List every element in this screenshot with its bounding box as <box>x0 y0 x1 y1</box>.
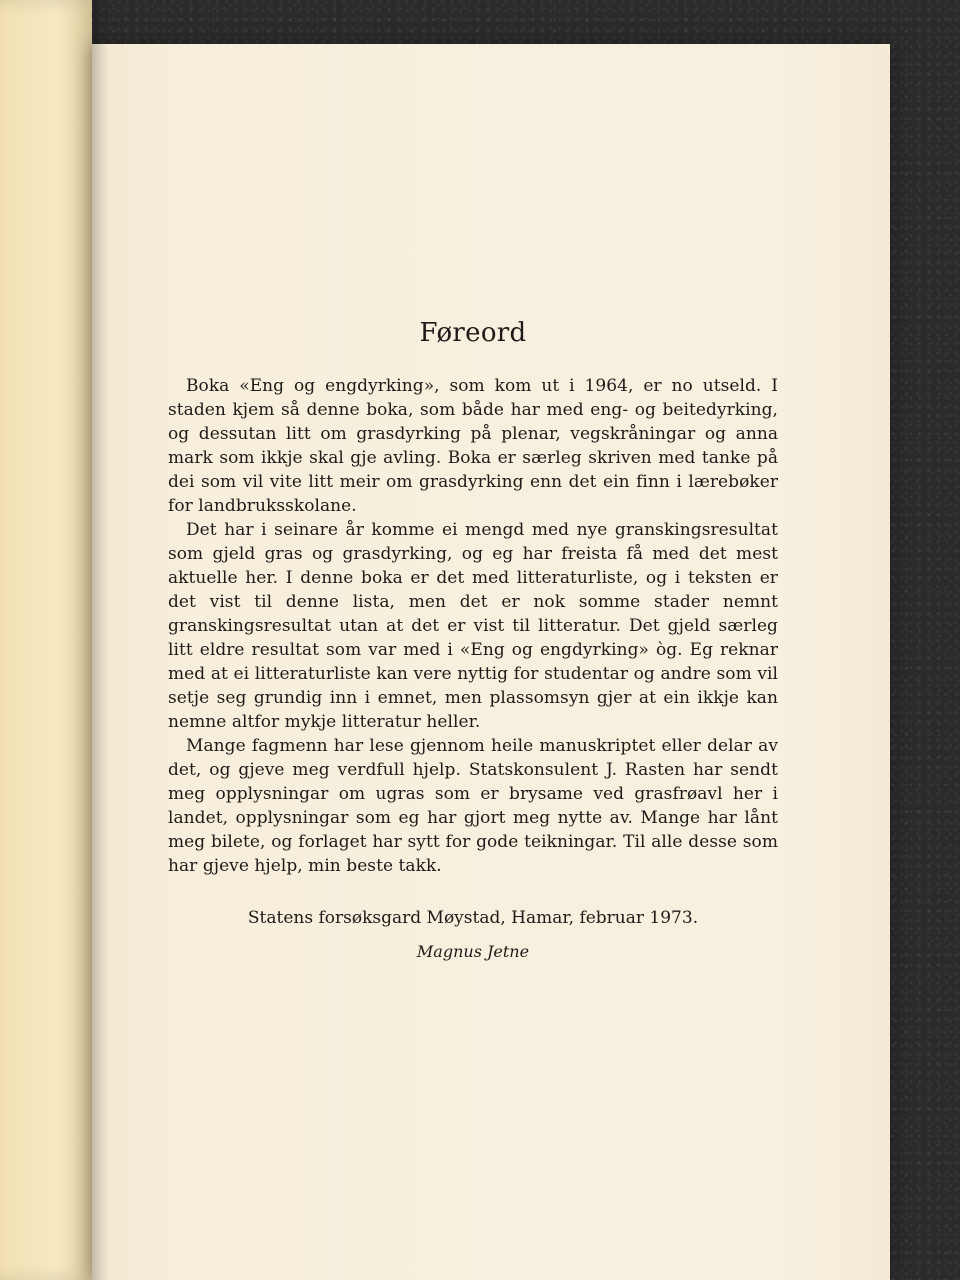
foreword-content <box>168 300 778 961</box>
paragraph-2: Det har i seinare år komme ei mengd med nye granskingsresultat som gjeld gras og grasdyrking, og eg har freista få med det mest aktuelle her. I denne boka er det med litteraturliste, og i teksten er det vist til denne lista, men det er nok somme stader nemnt granskingsresultat utan at det er vist til litteratur. Det gjeld særleg litt eldre resultat som var med i «Eng og engdyrking» òg. Eg reknar med at ei litteraturliste kan vere nyttig for studentar og andre som vil setje seg grundig inn i emnet, men plassomsyn gjer at ein ikkje kan nemne altfor mykje litteratur heller. <box>168 520 778 732</box>
book-spine-shadow <box>92 0 108 1280</box>
author-signature: Magnus Jetne <box>416 942 530 961</box>
page-title: Føreord <box>419 318 527 348</box>
left-page <box>0 0 92 1280</box>
paragraph-3: Mange fagmenn har lese gjennom heile manuskriptet eller delar av det, og gjeve meg verdfull hjelp. Statskonsulent J. Rasten har sendt meg opplysningar om ugras som er brysame ved grasfrøavl her i landet, opplysningar som eg har gjort meg nytte av. Mange har lånt meg bilete, og forlaget har sytt for gode teikningar. Til alle desse som har gjeve hjelp, min beste takk. <box>168 736 778 876</box>
paragraph-1: Boka «Eng og engdyrking», som kom ut i 1964, er no utseld. I staden kjem så denne boka, som både har med eng- og beitedyrking, og dessutan litt om grasdyrking på plenar, vegskråningar og anna mark som ikkje skal gje avling. Boka er særleg skriven med tanke på dei som vil vite litt meir om grasdyrking enn det ein finn i lærebøker for landbruksskolane. <box>168 376 778 516</box>
place-date-line: Statens forsøksgard Møystad, Hamar, februar 1973. <box>247 908 699 928</box>
